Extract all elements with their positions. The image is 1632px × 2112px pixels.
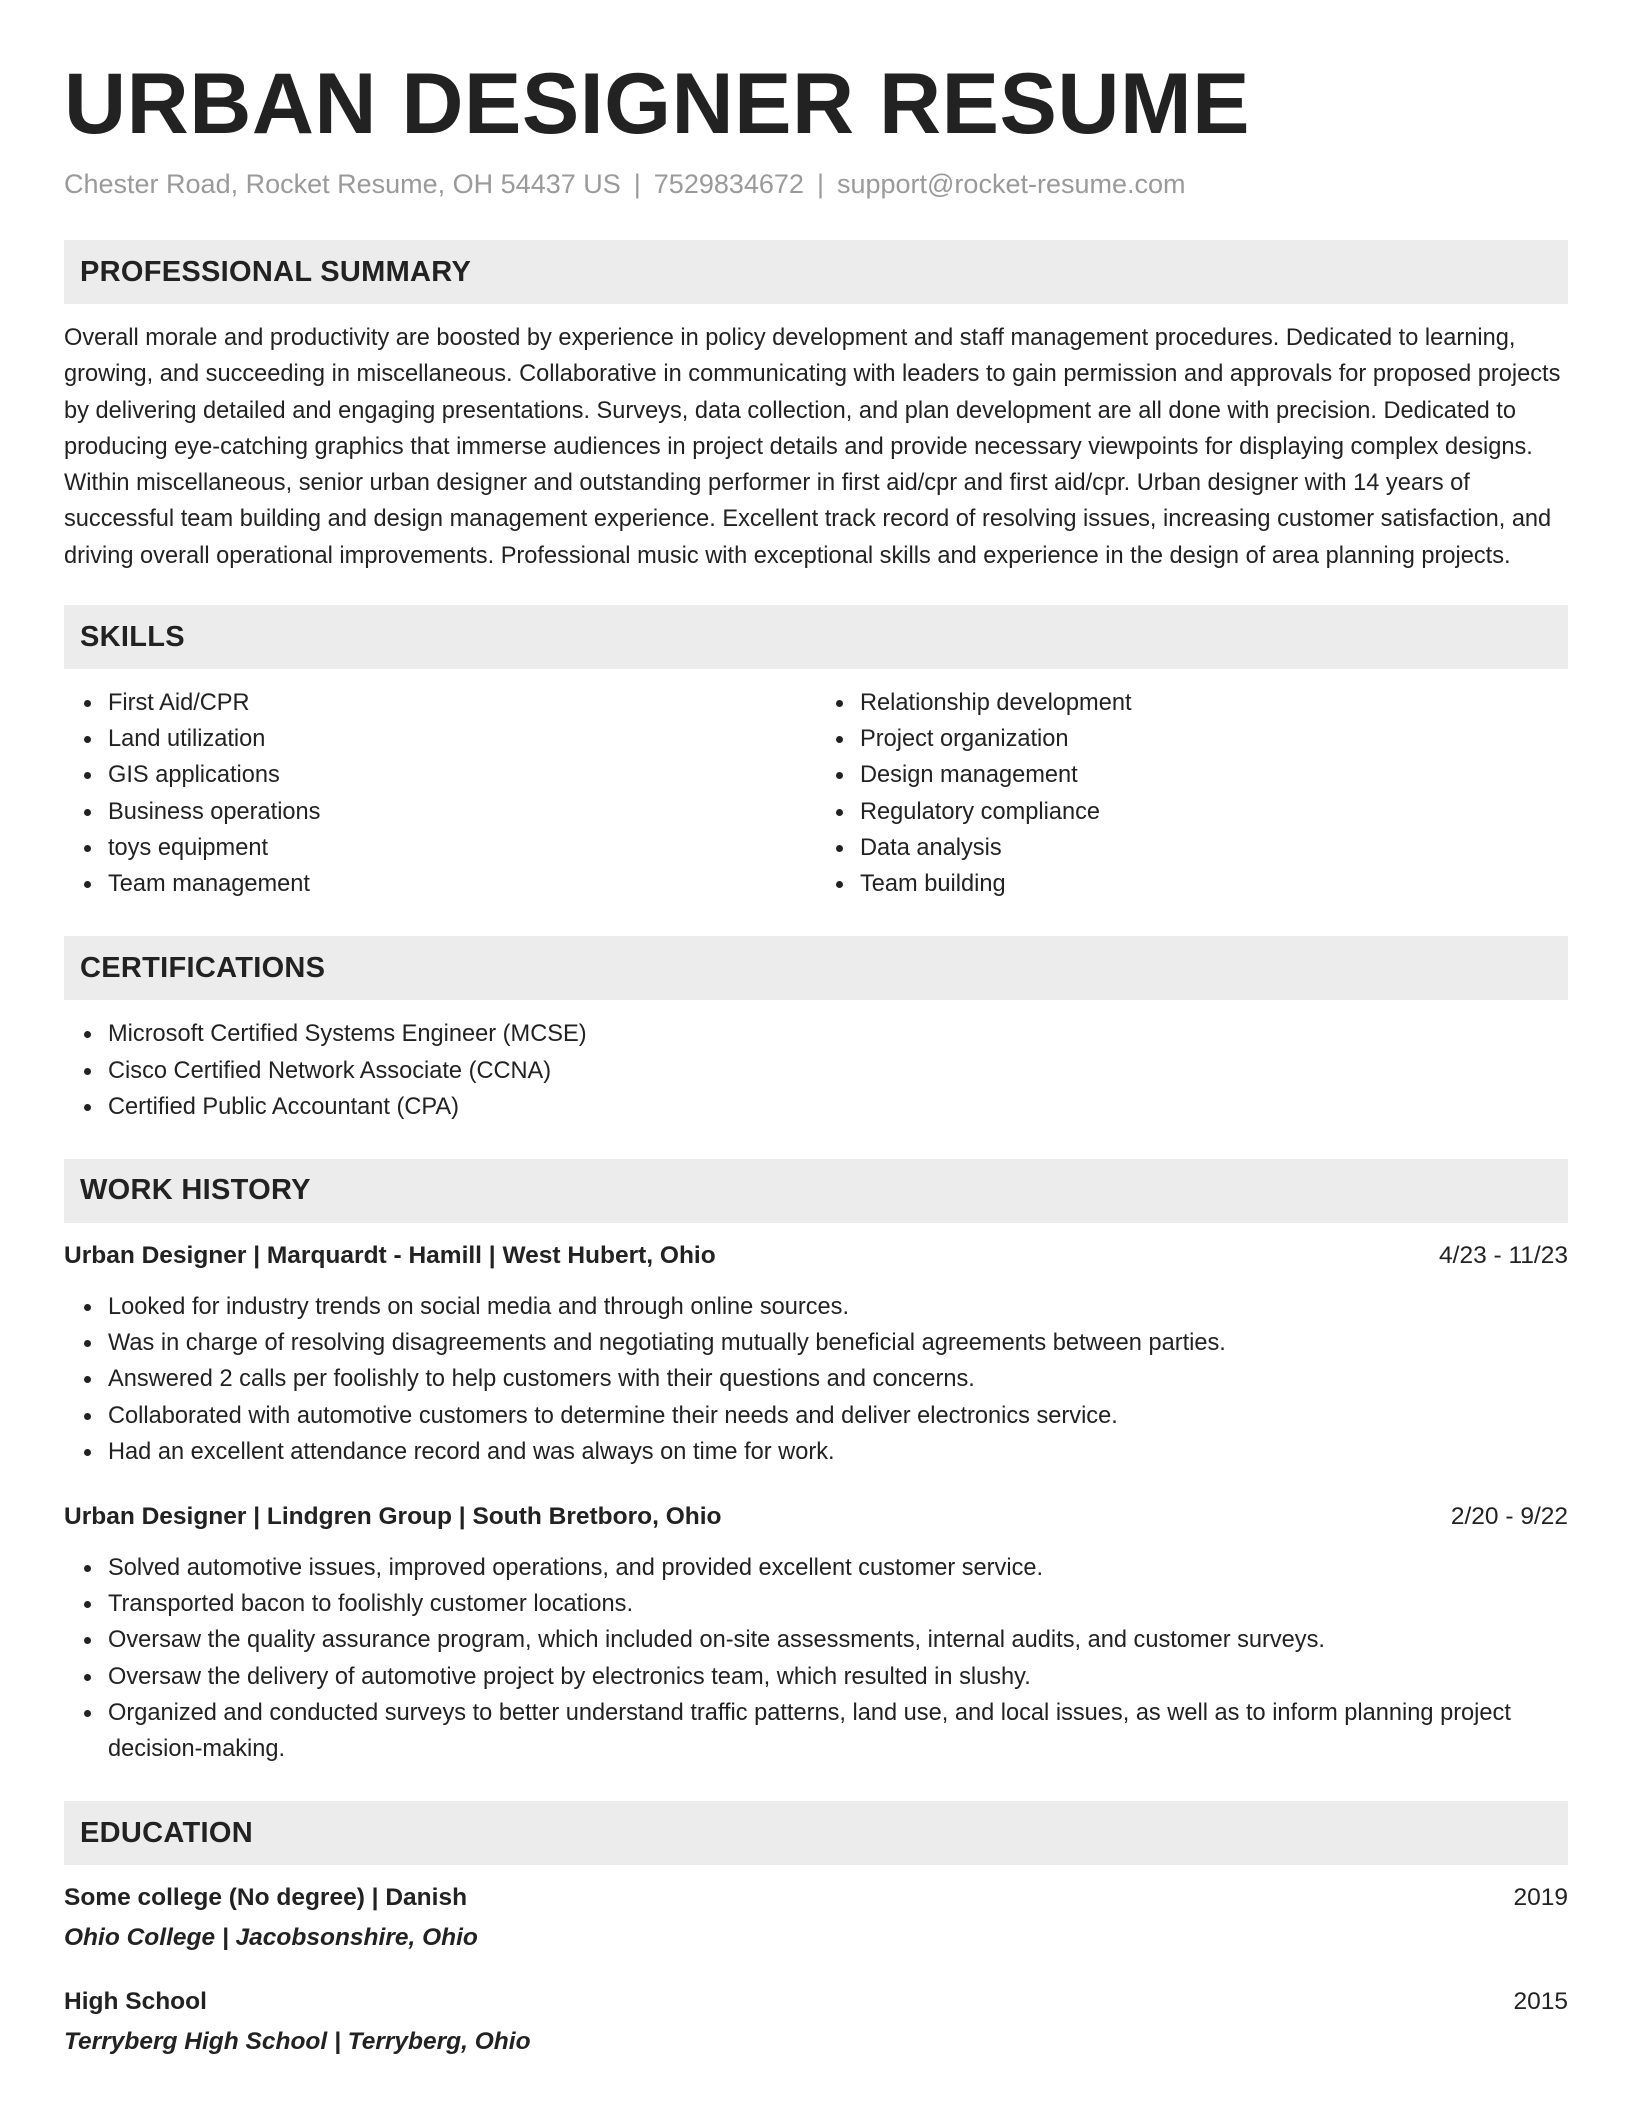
skill-item: First Aid/CPR [108, 685, 816, 721]
job-bullet: Answered 2 calls per foolishly to help customers with their questions and concerns. [108, 1361, 1568, 1397]
skill-item: GIS applications [108, 757, 816, 793]
skill-item: Team management [108, 866, 816, 902]
contact-line [64, 166, 1568, 202]
work-history-heading: WORK HISTORY [64, 1159, 1568, 1223]
education-year: 2015 [1513, 1988, 1568, 2016]
job-header [64, 1500, 1568, 1534]
job-title: Urban Designer | Lindgren Group | South Bretboro, Ohio [64, 1502, 722, 1530]
skills-list-left [64, 685, 816, 902]
summary-heading: PROFESSIONAL SUMMARY [64, 240, 1568, 304]
education-header [64, 1881, 1568, 1915]
certification-item: Cisco Certified Network Associate (CCNA) [108, 1053, 1568, 1089]
job-title: Urban Designer | Marquardt - Hamill | West Hubert, Ohio [64, 1241, 716, 1269]
job-entry [64, 1500, 1568, 1767]
job-bullet: Solved automotive issues, improved operations, and provided excellent customer service. [108, 1550, 1568, 1586]
contact-address: Chester Road, Rocket Resume, OH 54437 US [64, 169, 621, 199]
education-year: 2019 [1513, 1884, 1568, 1912]
job-dates: 4/23 - 11/23 [1439, 1241, 1568, 1269]
skills-list-right [816, 685, 1568, 902]
job-bullet: Collaborated with automotive customers to determine their needs and deliver electronics service. [108, 1398, 1568, 1434]
education-institution: Terryberg High School | Terryberg, Ohio [64, 2028, 531, 2056]
job-entry [64, 1239, 1568, 1470]
skill-item: Team building [860, 866, 1568, 902]
job-bullet: Oversaw the delivery of automotive project by electronics team, which resulted in slushy. [108, 1659, 1568, 1695]
certifications-heading: CERTIFICATIONS [64, 936, 1568, 1000]
skill-item: Relationship development [860, 685, 1568, 721]
skill-item: Business operations [108, 794, 816, 830]
skill-item: Data analysis [860, 830, 1568, 866]
contact-phone: 7529834672 [653, 169, 804, 199]
job-dates: 2/20 - 9/22 [1450, 1502, 1568, 1530]
contact-separator: | [816, 169, 824, 199]
job-bullet: Organized and conducted surveys to better understand traffic patterns, land use, and local issues, as well as to inform planning project decision-making. [108, 1695, 1568, 1767]
skill-item: Regulatory compliance [860, 794, 1568, 830]
job-bullet: Was in charge of resolving disagreements and negotiating mutually beneficial agreements between parties. [108, 1325, 1568, 1361]
education-heading: EDUCATION [64, 1801, 1568, 1865]
education-degree: High School [64, 1988, 207, 2016]
resume-title: URBAN DESIGNER RESUME [64, 56, 1250, 152]
skills-grid [64, 685, 1568, 902]
contact-separator: | [633, 169, 641, 199]
education-entry [64, 1985, 1568, 2059]
certifications-list [64, 1016, 1568, 1125]
certification-item: Microsoft Certified Systems Engineer (MCSE) [108, 1016, 1568, 1052]
job-bullet: Transported bacon to foolishly customer locations. [108, 1586, 1568, 1622]
education-institution: Ohio College | Jacobsonshire, Ohio [64, 1924, 478, 1952]
certification-item: Certified Public Accountant (CPA) [108, 1089, 1568, 1125]
job-header [64, 1239, 1568, 1273]
skills-heading: SKILLS [64, 605, 1568, 669]
education-header [64, 1985, 1568, 2019]
education-degree: Some college (No degree) | Danish [64, 1884, 468, 1912]
skill-item: Land utilization [108, 721, 816, 757]
job-bullet: Had an excellent attendance record and was always on time for work. [108, 1434, 1568, 1470]
skill-item: Project organization [860, 721, 1568, 757]
job-bullets [64, 1550, 1568, 1767]
summary-text: Overall morale and productivity are boosted by experience in policy development and staff management procedures. Dedicated to learning, growing, and succeeding in miscellaneous. Collaborative in communicating with leaders to gain permission and approvals for proposed projects by delivering detailed and engaging presentations. Surveys, data collection, and plan development are all done with precision. Dedicated to producing eye-catching graphics that immerse audiences in project details and provide necessary viewpoints for displaying complex designs. Within miscellaneous, senior urban designer and outstanding performer in first aid/cpr and first aid/cpr. Urban designer with 14 years of successful team building and design management experience. Excellent track record of resolving issues, increasing customer satisfaction, and driving overall operational improvements. Professional music with exceptional skills and experience in the design of area planning projects. [64, 325, 1561, 569]
job-bullets [64, 1289, 1568, 1470]
resume-page [64, 54, 1568, 2059]
contact-email[interactable]: support@rocket-resume.com [836, 169, 1186, 199]
skill-item: toys equipment [108, 830, 816, 866]
education-entry [64, 1881, 1568, 1955]
job-bullet: Looked for industry trends on social media and through online sources. [108, 1289, 1568, 1325]
skill-item: Design management [860, 757, 1568, 793]
job-bullet: Oversaw the quality assurance program, which included on-site assessments, internal audits, and customer surveys. [108, 1622, 1568, 1658]
